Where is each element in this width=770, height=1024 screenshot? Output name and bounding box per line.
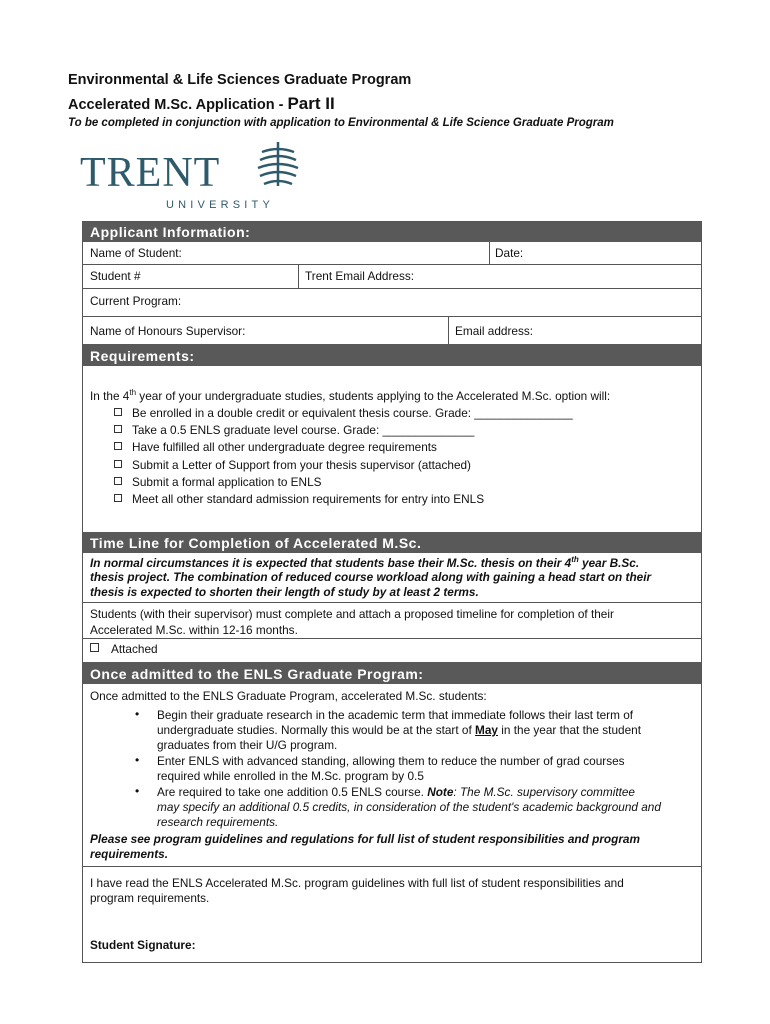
timeline-note: In normal circumstances it is expected that students base their M.Sc. thesis on their 4th year B.Sc.: [90, 555, 640, 570]
program-title: Environmental & Life Sciences Graduate Program: [68, 72, 412, 88]
requirement-item: Be enrolled in a double credit or equivalent thesis course. Grade: _______________: [114, 406, 573, 420]
section-admitted-header: Once admitted to the ENLS Graduate Program:: [83, 662, 701, 684]
subtitle: To be completed in conjunction with application to Environmental & Life Science Graduate Program: [68, 117, 614, 129]
timeline-note: thesis project. The combination of reduced course workload along with gaining a head start on their: [90, 570, 652, 584]
admitted-point: may specify an additional 0.5 credits, in consideration of the student's academic background and: [157, 800, 661, 814]
date-label: Date:: [495, 246, 524, 260]
svg-text:TRENT: TRENT: [80, 150, 221, 196]
student-number-label: Student #: [90, 269, 141, 283]
bullet-icon: •: [135, 784, 140, 798]
timeline-instructions: Students (with their supervisor) must complete and attach a proposed timeline for completion of their: [90, 607, 614, 621]
admitted-intro: Once admitted to the ENLS Graduate Program, accelerated M.Sc. students:: [90, 689, 487, 703]
section-applicant-header: Applicant Information:: [83, 222, 701, 242]
timeline-instructions: Accelerated M.Sc. within 12-16 months.: [90, 623, 298, 637]
requirement-item: Submit a Letter of Support from your thesis supervisor (attached): [114, 458, 471, 472]
admitted-point: Begin their graduate research in the academic term that immediate follows their last term of: [157, 708, 634, 722]
trent-emblem-icon: [258, 142, 298, 186]
bullet-icon: •: [135, 753, 140, 767]
guidelines-note: Please see program guidelines and regulations for full list of student responsibilities and program: [90, 832, 640, 846]
requirements-intro: In the 4th year of your undergraduate studies, students applying to the Accelerated M.Sc. option will:: [90, 388, 611, 403]
acknowledgement-text: program requirements.: [90, 891, 210, 905]
admitted-point: required while enrolled in the M.Sc. program by 0.5: [157, 769, 424, 783]
checkbox-icon[interactable]: [114, 425, 122, 433]
checkbox-icon[interactable]: [90, 643, 99, 652]
trent-university-logo: [76, 138, 316, 212]
application-title: Accelerated M.Sc. Application - Part II: [68, 94, 335, 113]
bullet-icon: •: [135, 707, 140, 721]
section-timeline-header: Time Line for Completion of Accelerated M.Sc.: [83, 532, 701, 553]
admitted-point: graduates from their U/G program.: [157, 738, 338, 752]
supervisor-label: Name of Honours Supervisor:: [90, 324, 246, 338]
application-form: [82, 221, 702, 963]
svg-text:UNIVERSITY: UNIVERSITY: [166, 199, 275, 211]
checkbox-icon[interactable]: [114, 477, 122, 485]
acknowledgement-text: I have read the ENLS Accelerated M.Sc. program guidelines with full list of student responsibilities and: [90, 876, 624, 890]
current-program-label: Current Program:: [90, 294, 182, 308]
supervisor-email-label: Email address:: [455, 324, 534, 338]
section-requirements-header: Requirements:: [83, 344, 701, 366]
timeline-note: thesis is expected to shorten their length of study by at least 2 terms.: [90, 585, 479, 599]
trent-email-label: Trent Email Address:: [305, 269, 415, 283]
checkbox-icon[interactable]: [114, 408, 122, 416]
admitted-point: research requirements.: [157, 815, 279, 829]
checkbox-icon[interactable]: [114, 494, 122, 502]
checkbox-icon[interactable]: [114, 442, 122, 450]
admitted-point: Are required to take one addition 0.5 ENLS course. Note: The M.Sc. supervisory committee: [157, 785, 635, 799]
checkbox-icon[interactable]: [114, 460, 122, 468]
student-signature-label: Student Signature:: [90, 938, 196, 952]
guidelines-note: requirements.: [90, 847, 169, 861]
admitted-point: Enter ENLS with advanced standing, allowing them to reduce the number of grad courses: [157, 754, 625, 768]
student-name-label: Name of Student:: [90, 246, 182, 260]
requirement-item: Have fulfilled all other undergraduate degree requirements: [114, 440, 437, 454]
attached-checkbox-row[interactable]: Attached: [90, 642, 158, 656]
requirement-item: Meet all other standard admission requirements for entry into ENLS: [114, 492, 484, 506]
requirement-item: Submit a formal application to ENLS: [114, 475, 322, 489]
admitted-point: undergraduate studies. Normally this would be at the start of May in the year that the student: [157, 723, 641, 737]
requirement-item: Take a 0.5 ENLS graduate level course. Grade: ______________: [114, 423, 474, 437]
